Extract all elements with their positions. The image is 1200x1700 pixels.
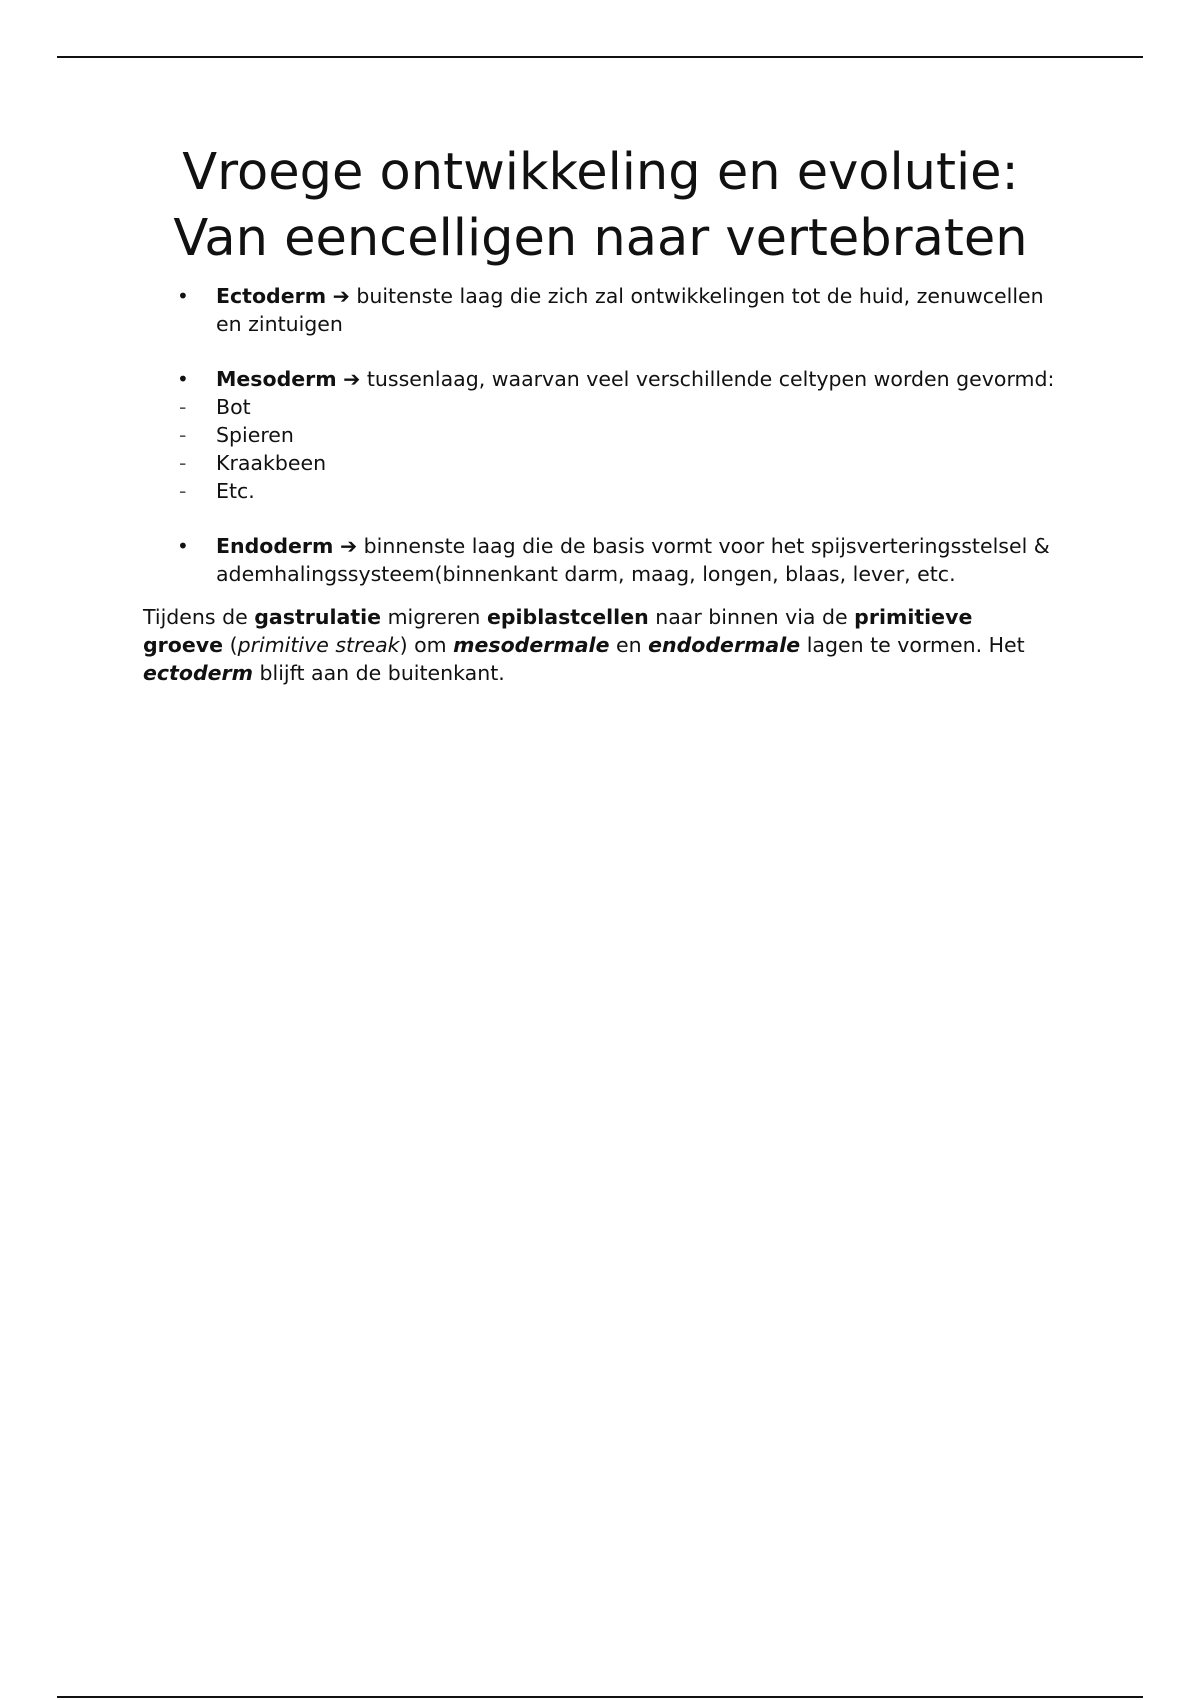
page-title (143, 140, 1058, 272)
bullet-icon: • (177, 534, 189, 558)
title-line-2: Van eencelligen naar vertebraten (173, 209, 1028, 268)
term-endodermale: endodermale (648, 633, 801, 657)
bullet-icon: • (177, 367, 189, 391)
term-mesodermale: mesodermale (453, 633, 610, 657)
list-item-endoderm (143, 532, 1058, 588)
list-item: - Spieren (179, 423, 294, 447)
list-item: - Etc. (179, 479, 255, 503)
arrow-right-icon: ➔ (332, 284, 350, 308)
list-item: - Kraakbeen (179, 451, 327, 475)
list-item-ectoderm (143, 282, 1058, 338)
term-endoderm: Endoderm (216, 534, 334, 558)
arrow-right-icon: ➔ (339, 534, 358, 558)
term-ectoderm: Ectoderm (216, 284, 327, 308)
bullet-icon: • (177, 284, 189, 308)
document-page (143, 140, 1058, 708)
arrow-right-icon: ➔ (343, 367, 361, 391)
dash-icon: - (179, 479, 187, 503)
germ-layer-list (143, 282, 1058, 588)
dash-icon: - (179, 395, 187, 419)
term-primitive-streak: primitive streak (237, 633, 400, 657)
mesoderm-cell-types (143, 393, 1058, 505)
footer-rule (57, 1696, 1143, 1698)
term-gastrulatie: gastrulatie (254, 605, 382, 629)
term-mesoderm: Mesoderm (216, 367, 337, 391)
description-mesoderm: tussenlaag, waarvan veel verschillende celtypen worden gevormd: (360, 367, 1055, 391)
list-item: - Bot (179, 395, 251, 419)
dash-icon: - (179, 451, 187, 475)
dash-icon: - (179, 423, 187, 447)
description-ectoderm: buitenste laag die zich zal ontwikkelingen tot de huid, zenuwcellen en zintuigen (216, 284, 1044, 336)
header-rule (57, 56, 1143, 58)
description-endoderm: binnenste laag die de basis vormt voor het spijsverteringsstelsel & ademhalingssysteem(binnenkant darm, maag, longen, blaas, lever, etc. (216, 534, 1050, 586)
term-primitieve-groeve: primitieve groeve (143, 605, 973, 657)
term-ectoderm: ectoderm (143, 661, 253, 685)
gastrulation-paragraph: Tijdens de gastrulatie migreren epiblastcellen naar binnen via de primitieve groeve (primitive streak) om mesodermale en endodermale lagen te vormen. Het ectoderm blijft aan de buitenkant. (143, 605, 1025, 685)
list-item-mesoderm (143, 365, 1058, 393)
title-line-1: Vroege ontwikkeling en evolutie: (182, 143, 1019, 202)
term-epiblastcellen: epiblastcellen (486, 605, 649, 629)
